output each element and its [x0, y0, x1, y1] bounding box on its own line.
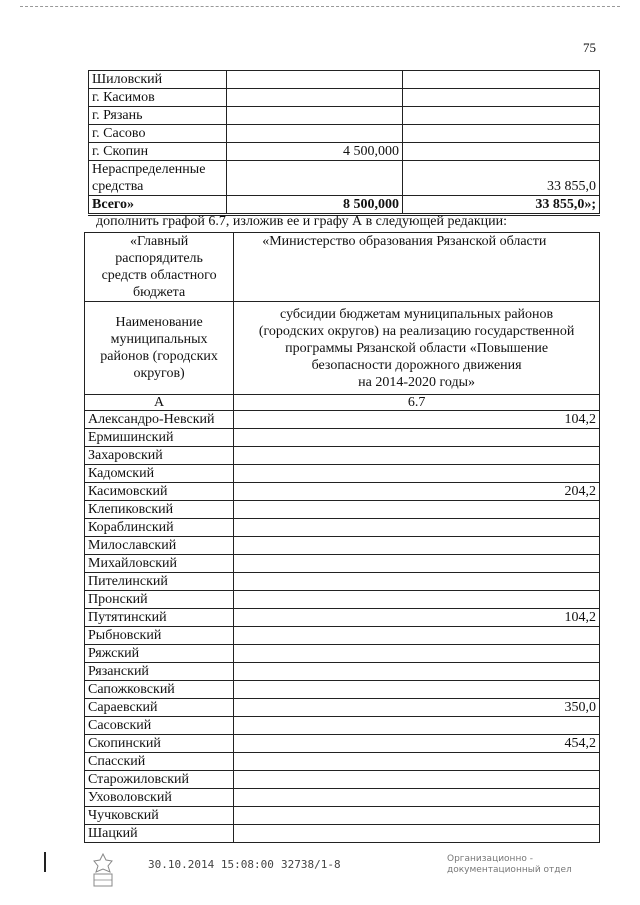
administrator-label: «Главный распорядитель средств областного бюджета — [85, 233, 234, 302]
table-row — [85, 789, 600, 807]
subsidy-value — [234, 645, 600, 663]
district-name: г. Рязань — [89, 107, 227, 125]
table-row — [85, 645, 600, 663]
subsidy-column-header: субсидии бюджетам муниципальных районов (городских округов) на реализацию государственной программы Рязанской области «Повышение безопасности дорожного движения на 2014-2020 годы» — [234, 302, 600, 395]
table-row — [85, 483, 600, 501]
table-row — [85, 825, 600, 843]
table-row — [85, 411, 600, 429]
amount-cell: 33 855,0 — [403, 161, 600, 196]
district-name: Ряжский — [85, 645, 234, 663]
registration-datetime: 30.10.2014 15:08:00 — [148, 858, 274, 871]
subsidy-value: 104,2 — [234, 609, 600, 627]
table-row — [85, 627, 600, 645]
margin-mark — [44, 852, 46, 872]
subsidy-value — [234, 663, 600, 681]
subsidy-value — [234, 501, 600, 519]
table-row — [85, 465, 600, 483]
subsidy-value: 350,0 — [234, 699, 600, 717]
table-row — [89, 71, 600, 89]
amount-cell — [226, 89, 402, 107]
district-name: Сасовский — [85, 717, 234, 735]
header-row-administrator — [85, 233, 600, 302]
table-row — [85, 447, 600, 465]
district-name: г. Сасово — [89, 125, 227, 143]
budget-table-continued — [88, 70, 600, 216]
subsidy-value — [234, 771, 600, 789]
district-name: Александро-Невский — [85, 411, 234, 429]
department-stamp: Организационно - документационный отдел — [447, 854, 572, 875]
table-row — [89, 107, 600, 125]
subsidy-value: 454,2 — [234, 735, 600, 753]
subsidy-table — [84, 232, 600, 843]
district-name: Скопинский — [85, 735, 234, 753]
subsidy-value — [234, 447, 600, 465]
district-name: г. Касимов — [89, 89, 227, 107]
total-row — [89, 196, 600, 215]
district-name: Михайловский — [85, 555, 234, 573]
district-name: Захаровский — [85, 447, 234, 465]
district-name: Путятинский — [85, 609, 234, 627]
amount-cell — [226, 71, 402, 89]
amount-cell — [403, 143, 600, 161]
coat-of-arms-icon — [88, 852, 118, 888]
district-name: Ермишинский — [85, 429, 234, 447]
district-name: Кораблинский — [85, 519, 234, 537]
table-row — [85, 699, 600, 717]
subsidy-value — [234, 429, 600, 447]
district-name: Уховоловский — [85, 789, 234, 807]
district-name: Шиловский — [89, 71, 227, 89]
district-name: Рыбновский — [85, 627, 234, 645]
subsidy-value — [234, 825, 600, 843]
table-row — [85, 501, 600, 519]
undistributed-row — [89, 161, 600, 196]
district-name: Кадомский — [85, 465, 234, 483]
scan-top-edge — [20, 6, 620, 7]
table-row — [89, 143, 600, 161]
district-name: Касимовский — [85, 483, 234, 501]
administrator-value: «Министерство образования Рязанской области — [234, 233, 600, 302]
district-name: г. Скопин — [89, 143, 227, 161]
subsidy-value — [234, 537, 600, 555]
subsidy-value — [234, 627, 600, 645]
subsidy-value: 104,2 — [234, 411, 600, 429]
total-amount: 8 500,000 — [226, 196, 402, 215]
subsidy-value: 204,2 — [234, 483, 600, 501]
subsidy-value — [234, 717, 600, 735]
table-row — [85, 537, 600, 555]
column-index-row — [85, 395, 600, 411]
district-name: Чучковский — [85, 807, 234, 825]
subsidy-value — [234, 465, 600, 483]
table-row — [85, 735, 600, 753]
amount-cell — [403, 71, 600, 89]
district-name: Пронский — [85, 591, 234, 609]
amount-cell — [403, 107, 600, 125]
column-index-6-7: 6.7 — [234, 395, 600, 411]
table-row — [85, 753, 600, 771]
total-label: Всего» — [89, 196, 227, 215]
subsidy-value — [234, 753, 600, 771]
header-row-columns — [85, 302, 600, 395]
districts-column-header: Наименование муниципальных районов (городских округов) — [85, 302, 234, 395]
amendment-instruction: дополнить графой 6.7, изложив ее и графу А в следующей редакции: — [96, 214, 508, 229]
amount-cell — [226, 125, 402, 143]
district-name: Милославский — [85, 537, 234, 555]
district-name: Старожиловский — [85, 771, 234, 789]
district-name: Клепиковский — [85, 501, 234, 519]
table-row — [89, 125, 600, 143]
table-row — [85, 591, 600, 609]
district-name: Шацкий — [85, 825, 234, 843]
district-name: Пителинский — [85, 573, 234, 591]
table-row — [85, 573, 600, 591]
district-name: Спасский — [85, 753, 234, 771]
page-number: 75 — [583, 40, 596, 55]
total-amount: 33 855,0»; — [403, 196, 600, 215]
table-row — [85, 663, 600, 681]
district-name: Сапожковский — [85, 681, 234, 699]
subsidy-value — [234, 591, 600, 609]
table-row — [85, 519, 600, 537]
table-row — [85, 555, 600, 573]
subsidy-value — [234, 789, 600, 807]
amount-cell — [403, 89, 600, 107]
undistributed-label: Нераспределенные средства — [89, 161, 227, 196]
subsidy-value — [234, 573, 600, 591]
table-row — [85, 807, 600, 825]
amount-cell — [403, 125, 600, 143]
subsidy-value — [234, 681, 600, 699]
table-row — [85, 429, 600, 447]
document-code: 32738/1-8 — [281, 858, 341, 871]
subsidy-value — [234, 519, 600, 537]
table-row — [89, 89, 600, 107]
district-name: Сараевский — [85, 699, 234, 717]
table-row — [85, 771, 600, 789]
amount-cell — [226, 161, 402, 196]
amount-cell: 4 500,000 — [226, 143, 402, 161]
subsidy-value — [234, 555, 600, 573]
table-row — [85, 717, 600, 735]
table-row — [85, 609, 600, 627]
column-index-a: А — [85, 395, 234, 411]
amount-cell — [226, 107, 402, 125]
district-name: Рязанский — [85, 663, 234, 681]
subsidy-value — [234, 807, 600, 825]
table-row — [85, 681, 600, 699]
